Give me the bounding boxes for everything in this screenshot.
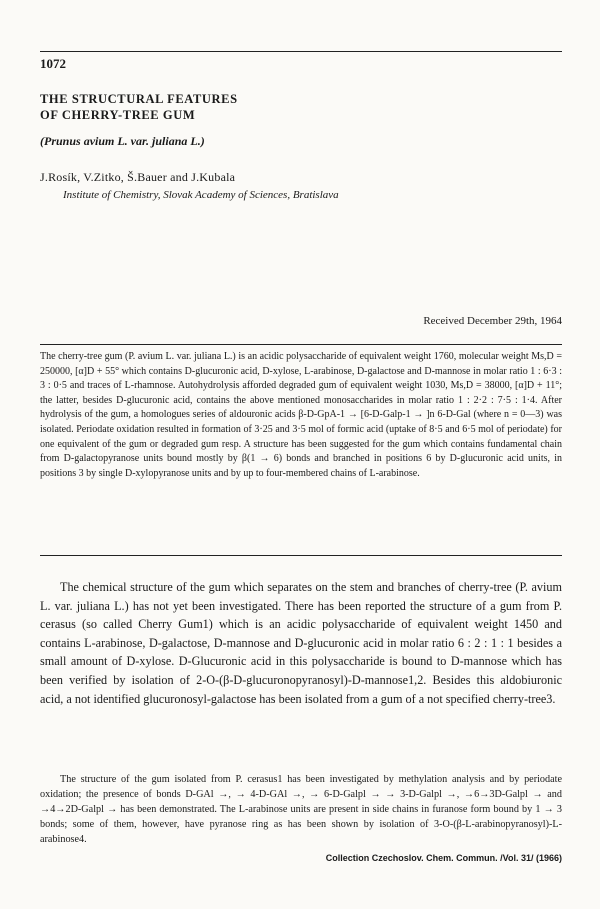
header-rule <box>40 51 562 52</box>
received-date: Received December 29th, 1964 <box>423 315 562 327</box>
abstract-bottom-rule <box>40 555 562 556</box>
body-paragraph-1: The chemical structure of the gum which separates on the stem and branches of cherry-tree (P. avium L. var. juliana L.) has not yet been investigated. There has been reported the structure of a gum from P. cerasus (so called Cherry Gum1) which is an acidic polysaccharide of equivalent weight 1450 and contains L-arabinose, D-galactose, D-mannose and D-glucuronic acid in molar ratio 6 : 2 : 1 : 1 besides a small amount of D-xylose. D-Glucuronic acid in this polysaccharide is bound to D-mannose which has been verified by isolation of 2-O-(β-D-glucuronopyranosyl)-D-mannose1,2. Besides this aldobiuronic acid, a not identified glucuronosyl-galactose has been isolated from a gum of a not specified cherry-tree3. <box>40 580 562 706</box>
page-number: 1072 <box>40 56 66 71</box>
title-line-2: OF CHERRY-TREE GUM <box>40 108 196 122</box>
author-affiliation: Institute of Chemistry, Slovak Academy of Sciences, Bratislava <box>63 189 339 201</box>
abstract-top-rule <box>40 344 562 345</box>
title-line-1: THE STRUCTURAL FEATURES <box>40 92 238 106</box>
author-list: J.Rosík, V.Zitko, Š.Bauer and J.Kubala <box>40 170 236 184</box>
body-paragraph-2: The structure of the gum isolated from P. cerasus1 has been investigated by methylation analysis and by periodate oxidation; the presence of bonds D-GAl →, → 4-D-GAl →, → 6-D-Galpl → → 3-D-Galpl →, →6→3D-Galpl → and →4→2D-Galpl → has been demonstrated. The L-arabinose units are present in side chains in furanose form bound by 1 → 3 bonds; some of them, however, have pyranose ring as has been shown by isolation of 3-O-(β-L-arabinopyranosyl)-L-arabinose4. <box>40 774 562 845</box>
article-title <box>40 91 238 123</box>
article-subtitle: (Prunus avium L. var. juliana L.) <box>40 134 205 148</box>
journal-footer: Collection Czechoslov. Chem. Commun. /Vol. 31/ (1966) <box>325 853 562 863</box>
abstract: The cherry-tree gum (P. avium L. var. juliana L.) is an acidic polysaccharide of equivalent weight 1760, molecular weight Ms,D = 250000, [α]D + 55° which contains D-glucuronic acid, D-xylose, L-arabinose, D-galactose and D-mannose in molar ratio 1 : 6·3 : 3 : 0·5 and traces of L-rhamnose. Autohydrolysis afforded degraded gum of equivalent weight 1030, Ms,D = 38000, [α]D + 11°; the latter, besides D-glucuronic acid, contains the above mentioned monosaccharides in molar ratio 1 : 2·2 : 7·5 : 1·4. After hydrolysis of the gum, a homologues series of aldouronic acids β-D-GpA-1 → [6-D-Galp-1 → ]n 6-D-Gal (where n = 0—3) was isolated. Periodate oxidation resulted in formation of 3·25 and 3·5 mol of formic acid (uptake of 8·5 and 6·5 mol of periodate) for one equivalent of the gum or degraded gum resp. A structure has been suggested for the gum which contains fundamental chain from D-galactopyranose units bound mostly by β(1 → 6) bonds and branched in positions 6 by D-glucuronic acid units, in positions 3 by single D-xylopyranose units and by up to four-membered chains of L-arabinose. <box>40 351 562 479</box>
